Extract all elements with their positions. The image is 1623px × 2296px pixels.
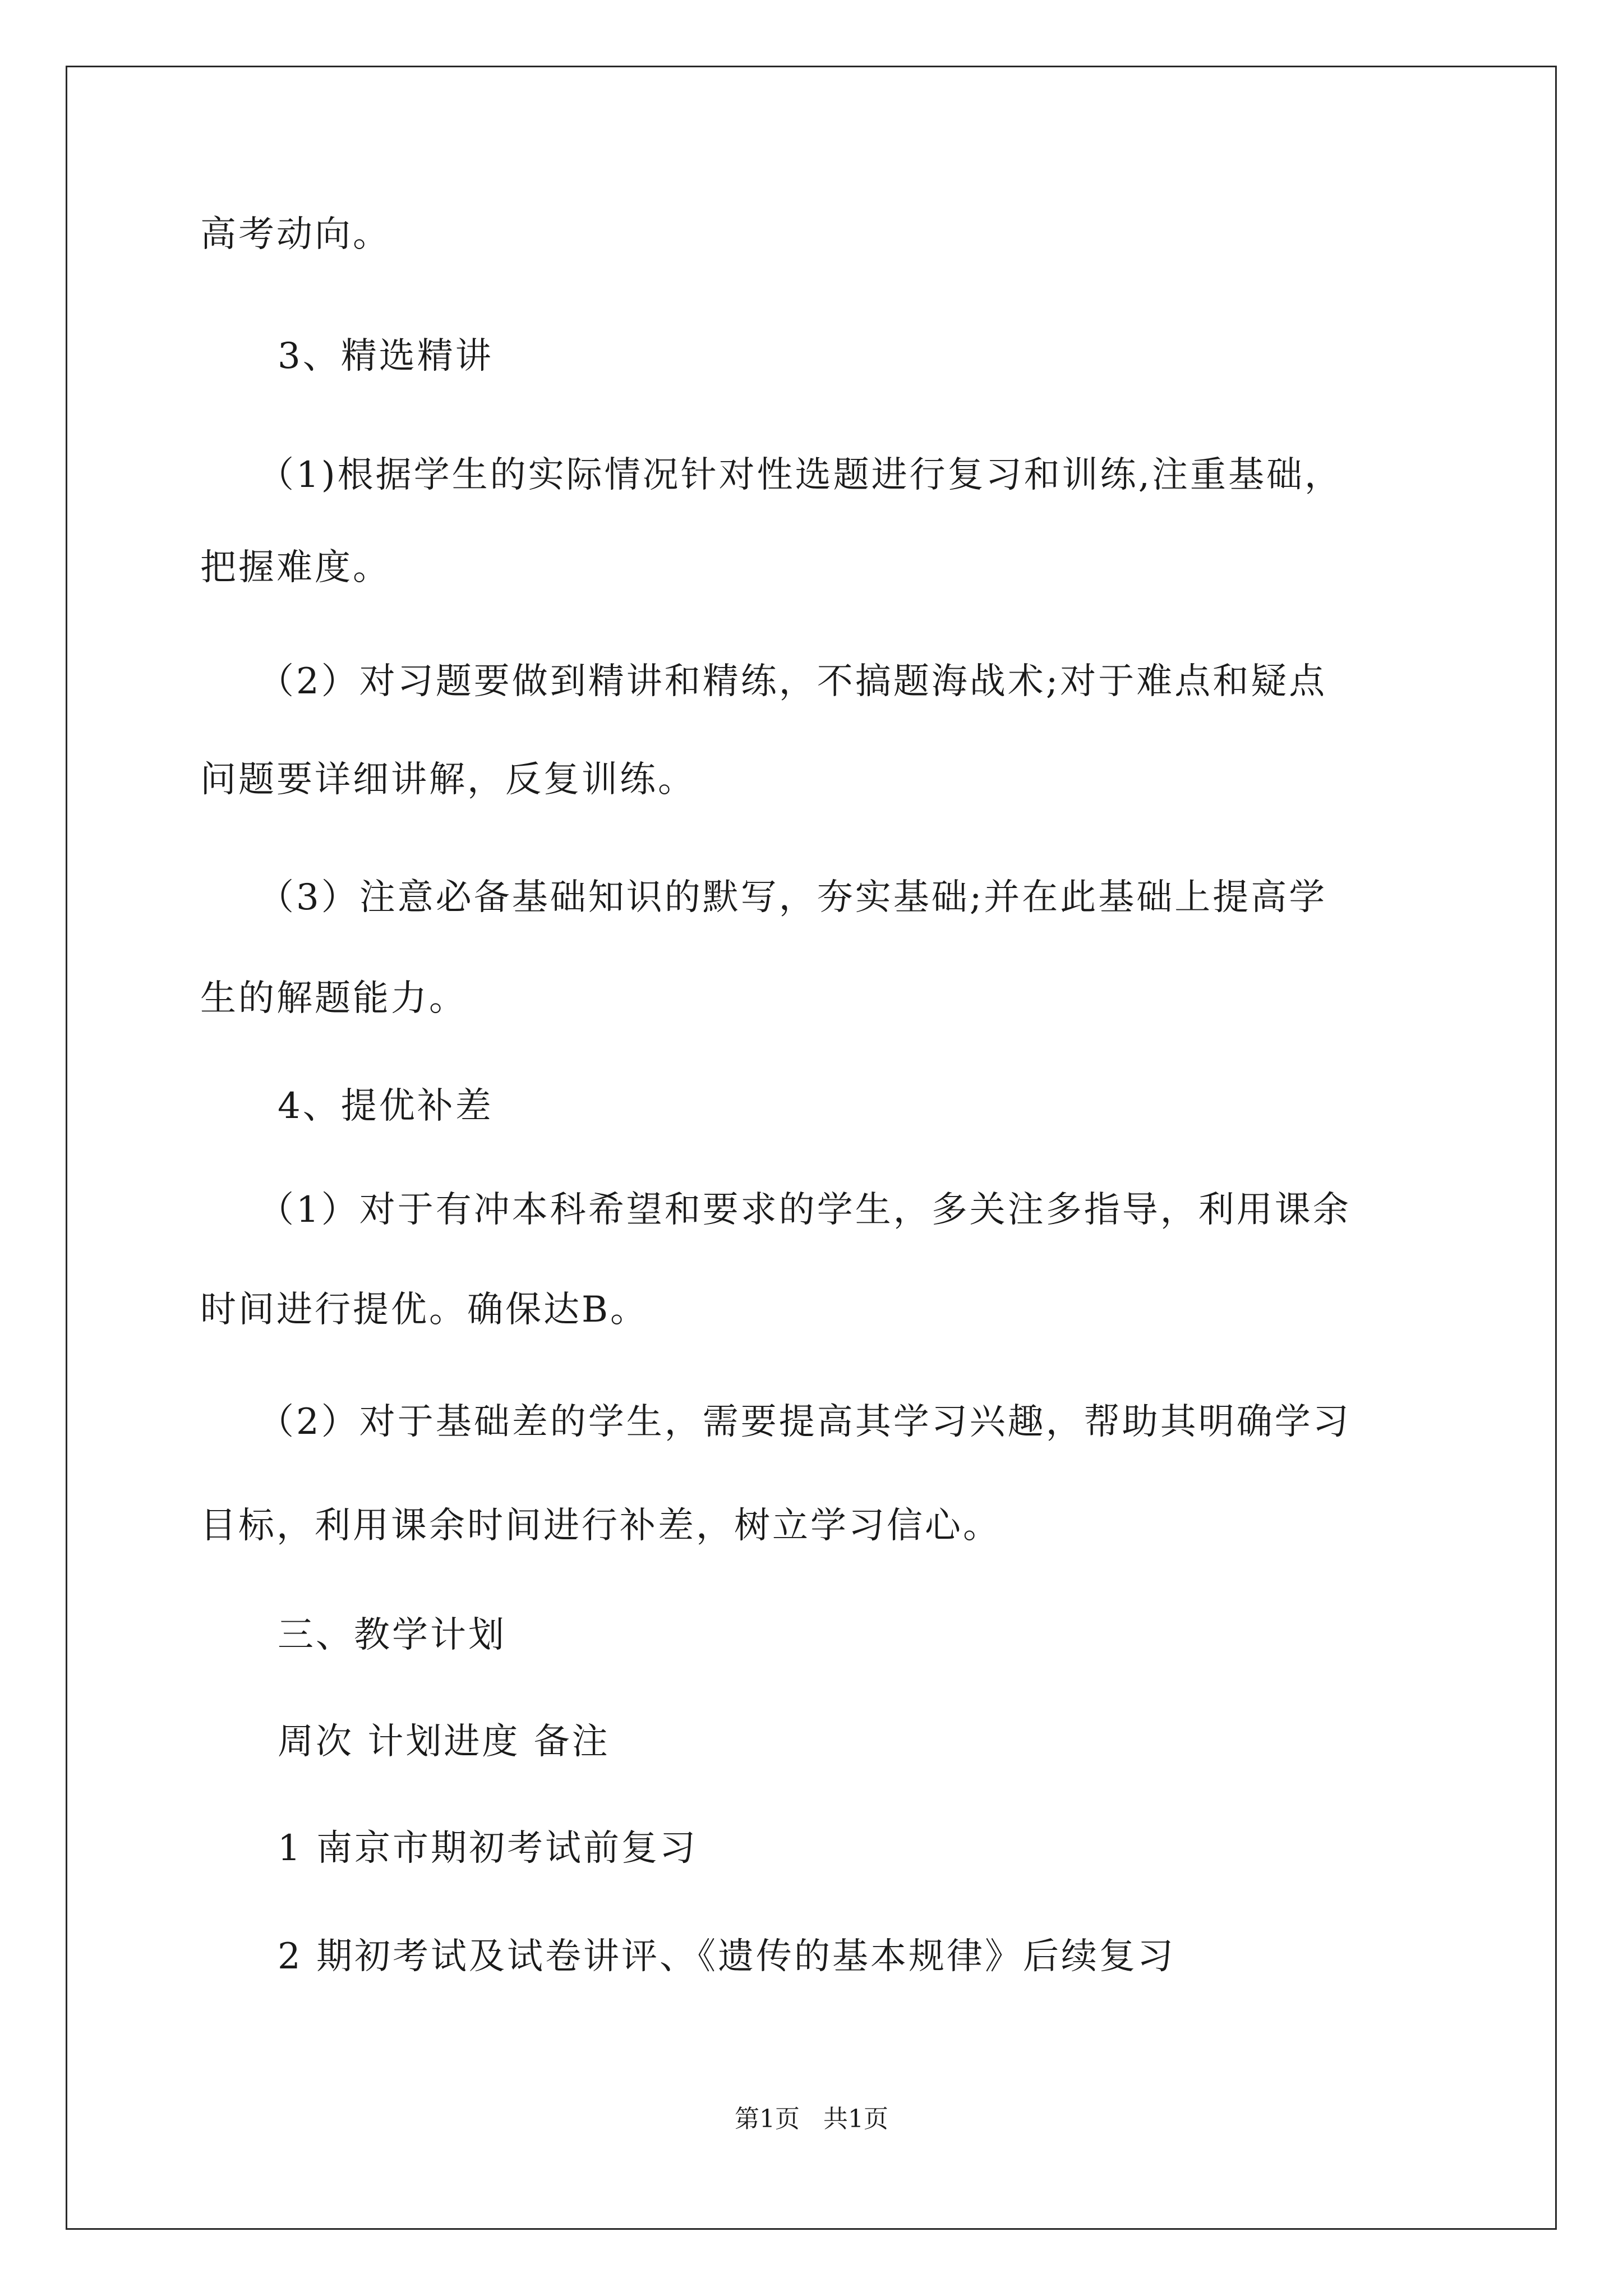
section-heading-teaching-plan: 三、教学计划	[278, 1614, 506, 1656]
schedule-row-1: 1 南京市期初考试前复习	[278, 1828, 698, 1869]
text-line-13: 目标，利用课余时间进行补差，树立学习信心。	[200, 1505, 1001, 1547]
text-line-11: 时间进行提优。确保达B。	[200, 1289, 649, 1331]
page-footer: 第1页 共1页	[735, 2105, 888, 2133]
text-line-12: （2）对于基础差的学生，需要提高其学习兴趣，帮助其明确学习	[258, 1401, 1351, 1443]
section-heading-4: 4、提优补差	[278, 1085, 494, 1127]
schedule-row-2: 2 期初考试及试卷讲评、《遗传的基本规律》后续复习	[278, 1936, 1176, 1977]
table-header-line: 周次 计划进度 备注	[278, 1721, 610, 1763]
text-line-3: （1)根据学生的实际情况针对性选题进行复习和训练,注重基础，	[258, 454, 1343, 496]
page-border	[66, 66, 1557, 2230]
text-line-8: 生的解题能力。	[200, 978, 467, 1019]
text-line-10: （1）对于有冲本科希望和要求的学生，多关注多指导，利用课余	[258, 1189, 1351, 1231]
text-line-7: （3）注意必备基础知识的默写，夯实基础;并在此基础上提高学	[258, 877, 1327, 918]
text-line-4: 把握难度。	[200, 547, 391, 588]
text-line-1: 高考动向。	[200, 214, 391, 255]
text-line-5: （2）对习题要做到精讲和精练，不搞题海战术;对于难点和疑点	[258, 661, 1327, 702]
text-line-6: 问题要详细讲解，反复训练。	[200, 759, 696, 800]
section-heading-3: 3、精选精讲	[278, 335, 494, 377]
